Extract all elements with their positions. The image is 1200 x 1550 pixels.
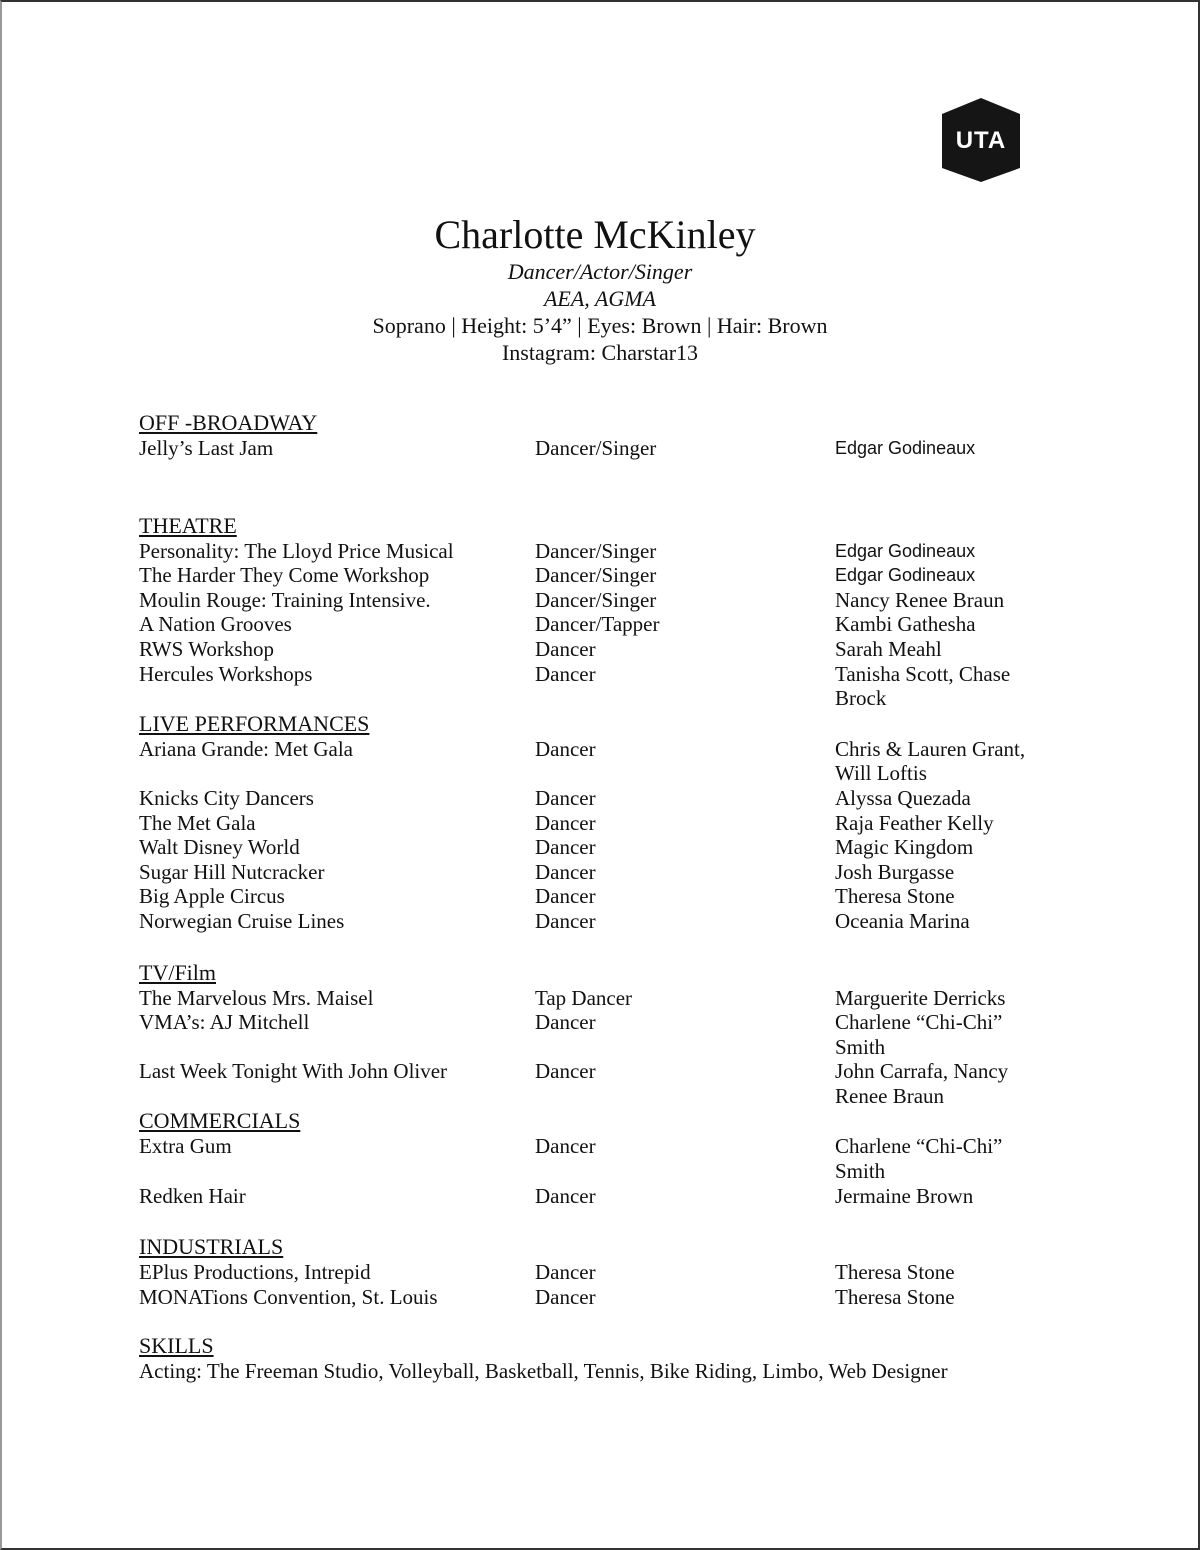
role: Tap Dancer: [535, 985, 633, 1010]
role: Dancer: [535, 1183, 596, 1208]
table-row: [139, 436, 1079, 461]
section-title-industrials: INDUSTRIALS: [139, 1234, 284, 1260]
credit: Theresa Stone: [835, 1284, 955, 1309]
table-row: [139, 1184, 1079, 1209]
show-title: Norwegian Cruise Lines: [139, 908, 345, 933]
role: Dancer: [535, 661, 596, 686]
table-row: [139, 1134, 1079, 1183]
table-row: [139, 1059, 1079, 1108]
table-row: [139, 563, 1079, 588]
show-title: Ariana Grande: Met Gala: [139, 736, 353, 761]
credit: Sarah Meahl: [835, 636, 942, 661]
show-title: A Nation Grooves: [139, 612, 292, 637]
skills-list: Acting: The Freeman Studio, Volleyball, Basketball, Tennis, Bike Riding, Limbo, Web Designer: [139, 1359, 948, 1384]
show-title: Personality: The Lloyd Price Musical: [139, 538, 454, 563]
role: Dancer: [535, 859, 596, 884]
performer-name: Charlotte McKinley: [434, 212, 756, 257]
resume-body: [139, 410, 1079, 1384]
credit: Jermaine Brown: [835, 1183, 974, 1208]
show-title: The Met Gala: [139, 810, 256, 835]
table-row: [139, 1285, 1079, 1310]
credit: Tanisha Scott, Chase Brock: [835, 661, 1011, 711]
show-title: RWS Workshop: [139, 636, 275, 661]
show-title: VMA’s: AJ Mitchell: [139, 1010, 310, 1035]
table-row: [139, 1010, 1079, 1059]
show-title: Moulin Rouge: Training Intensive.: [139, 587, 431, 612]
role: Dancer: [535, 1134, 596, 1159]
credit: Raja Feather Kelly: [835, 810, 994, 835]
table-row: [139, 835, 1079, 860]
role: Dancer/Singer: [535, 538, 657, 563]
credit: Marguerite Derricks: [835, 985, 1006, 1010]
table-row: [139, 637, 1079, 662]
credit: Josh Burgasse: [835, 859, 955, 884]
credit: Edgar Godineaux: [835, 438, 976, 458]
table-row: [139, 588, 1079, 613]
role: Dancer/Singer: [535, 587, 657, 612]
credit: Magic Kingdom: [835, 835, 974, 860]
show-title: Walt Disney World: [139, 835, 300, 860]
table-row: [139, 737, 1079, 786]
section-title-tv-film: TV/Film: [139, 959, 217, 985]
show-title: Redken Hair: [139, 1183, 246, 1208]
role: Dancer: [535, 785, 596, 810]
credit: Oceania Marina: [835, 908, 970, 933]
show-title: Jelly’s Last Jam: [139, 436, 274, 460]
credit: Charlene “Chi-Chi” Smith: [835, 1010, 1003, 1059]
resume-header: [0, 212, 1200, 366]
credit: Theresa Stone: [835, 1260, 955, 1285]
role: Dancer: [535, 835, 596, 860]
table-row: [139, 986, 1079, 1011]
physical-stats: Soprano | Height: 5’4” | Eyes: Brown | Hair: Brown: [372, 313, 828, 338]
role: Dancer: [535, 810, 596, 835]
credit: Nancy Renee Braun: [835, 587, 1005, 612]
show-title: Sugar Hill Nutcracker: [139, 859, 325, 884]
role: Dancer: [535, 884, 596, 909]
section-title-live-performances: LIVE PERFORMANCES: [139, 710, 370, 736]
credit: Edgar Godineaux: [835, 565, 976, 586]
credit: John Carrafa, Nancy Renee Braun: [835, 1059, 1009, 1108]
section-title-theatre: THEATRE: [139, 512, 237, 538]
show-title: Big Apple Circus: [139, 884, 285, 909]
table-row: [139, 909, 1079, 934]
role: Dancer: [535, 1059, 596, 1084]
role: Dancer: [535, 1010, 596, 1035]
instagram-handle: Instagram: Charstar13: [501, 340, 699, 365]
credit: Alyssa Quezada: [835, 785, 971, 810]
role: Dancer/Singer: [535, 436, 657, 460]
credit: Charlene “Chi-Chi” Smith: [835, 1134, 1003, 1184]
table-row: [139, 612, 1079, 637]
table-row: [139, 662, 1079, 711]
role: Dancer/Singer: [535, 563, 657, 588]
show-title: Hercules Workshops: [139, 661, 313, 686]
table-row: [139, 786, 1079, 811]
role: Dancer: [535, 1284, 596, 1309]
show-title: Extra Gum: [139, 1134, 232, 1159]
table-row: [139, 1260, 1079, 1285]
role: Dancer: [535, 736, 596, 761]
role: Dancer/Tapper: [535, 612, 660, 637]
performer-roles: Dancer/Actor/Singer: [507, 259, 693, 284]
section-title-off-broadway: OFF -BROADWAY: [139, 410, 318, 435]
show-title: MONATions Convention, St. Louis: [139, 1284, 438, 1309]
section-title-skills: SKILLS: [139, 1333, 214, 1359]
table-row: [139, 884, 1079, 909]
table-row: [139, 811, 1079, 836]
credit: Edgar Godineaux: [835, 540, 976, 561]
uta-logo: [940, 98, 1022, 182]
credit: Theresa Stone: [835, 884, 955, 909]
union-affiliations: AEA, AGMA: [543, 286, 656, 311]
show-title: Knicks City Dancers: [139, 785, 314, 810]
table-row: [139, 539, 1079, 564]
role: Dancer: [535, 636, 596, 661]
role: Dancer: [535, 908, 596, 933]
credit: Kambi Gathesha: [835, 612, 976, 637]
credit: Chris & Lauren Grant, Will Loftis: [835, 736, 1026, 786]
show-title: EPlus Productions, Intrepid: [139, 1260, 371, 1285]
show-title: Last Week Tonight With John Oliver: [139, 1059, 448, 1084]
role: Dancer: [535, 1260, 596, 1285]
table-row: [139, 860, 1079, 885]
section-title-commercials: COMMERCIALS: [139, 1108, 301, 1134]
uta-logo-text: UTA: [955, 127, 1007, 154]
show-title: The Harder They Come Workshop: [139, 563, 430, 588]
show-title: The Marvelous Mrs. Maisel: [139, 985, 374, 1010]
